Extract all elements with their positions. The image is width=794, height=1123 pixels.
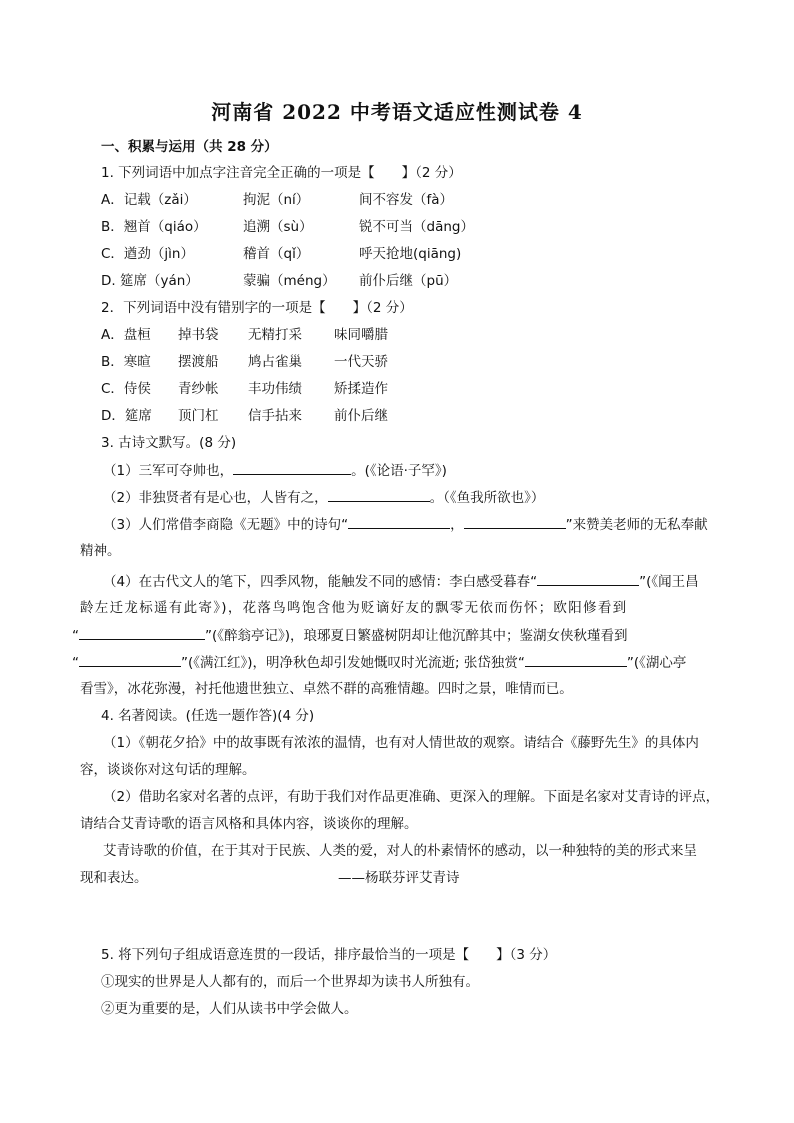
q4-quote-attribution: ——杨联芬评艾青诗: [338, 870, 460, 886]
q1-option-a-word3: 间不容发（fà）: [359, 192, 454, 208]
q4-quote: 艾青诗歌的价值，在于其对于民族、人类的爱，对人的朴素情怀的感动，以一种独特的美的形式来呈: [103, 843, 697, 859]
q1-option-b-word2: 追溯（sù）: [243, 219, 313, 235]
q2-option-d-word3: 信手拈来: [248, 408, 302, 424]
q4-option1-cont: 容，谈谈你对这句话的理解。: [80, 762, 256, 778]
page-title: 河南省 2022 中考语文适应性测试卷 4: [211, 100, 583, 124]
q1-option-c-word3: 呼天抢地(qiāng): [359, 246, 462, 262]
q4-option2-cont: 请结合艾青诗歌的语言风格和具体内容，谈谈你的理解。: [80, 816, 418, 832]
answer-blank[interactable]: [79, 625, 205, 640]
q3-item4-line2: 龄左迁龙标遥有此寄》)，花落鸟鸣饱含他为贬谪好友的飘零无依而伤怀；欧阳修看到: [80, 600, 628, 616]
q2-option-a: A．盘桓: [101, 327, 151, 343]
q3-item3-cont: 精神。: [80, 543, 121, 559]
q3-item4: [103, 571, 699, 592]
q3-item3-comma: ，: [450, 517, 464, 533]
q5-stem: 5. 将下列句子组成语意连贯的一段话，排序最恰当的一项是【 】（3 分）: [101, 947, 557, 963]
q2-option-b: B．寒暄: [101, 354, 151, 370]
q3-item4-line3: [72, 625, 628, 646]
q2-stem: 2．下列词语中没有错别字的一项是【 】（2 分）: [101, 300, 413, 316]
q1-option-b: B．翘首（qiáo）: [101, 219, 207, 235]
q3-item4-line4: [72, 652, 686, 673]
answer-blank[interactable]: [233, 460, 351, 475]
q3-item4-line4-text: ”(《满江红》)，明净秋色却引发她慨叹时光流逝; 张岱独赏“: [181, 655, 525, 671]
q2-option-b-word2: 摆渡船: [178, 354, 219, 370]
q1-option-c: C．遒劲（jìn）: [101, 246, 194, 262]
q1-option-b-word3: 锐不可当（dāng）: [359, 219, 474, 235]
q2-option-d-word4: 前仆后继: [334, 408, 388, 424]
q2-option-d: D．筵席: [101, 408, 152, 424]
q4-stem: 4. 名著阅读。(任选一题作答)(4 分): [101, 708, 315, 724]
q3-item2: [103, 487, 544, 508]
q3-stem: 3. 古诗文默写。(8 分): [101, 435, 237, 451]
answer-blank[interactable]: [525, 652, 627, 667]
q3-item4-line4-source: ”(《湖心亭: [626, 655, 687, 671]
q2-option-b-word4: 一代天骄: [334, 354, 388, 370]
answer-blank[interactable]: [328, 487, 430, 502]
answer-blank[interactable]: [348, 514, 450, 529]
q3-item4-line5: 看雪》，冰花弥漫，衬托他遗世独立、卓然不群的高雅情趣。四时之景，唯情而已。: [80, 681, 573, 697]
q1-option-a: A．记载（zǎi）: [101, 192, 197, 208]
q5-sentence-1: ①现实的世界是人人都有的，而后一个世界却为读书人所独有。: [101, 974, 479, 990]
section-heading: 一、积累与运用（共 28 分）: [101, 139, 278, 155]
answer-blank[interactable]: [79, 652, 181, 667]
q1-option-a-word2: 拘泥（ní）: [243, 192, 310, 208]
q2-option-a-word4: 味同嚼腊: [334, 327, 388, 343]
q3-item2-source: 。（《鱼我所欲也》）: [429, 490, 545, 506]
q2-option-d-word2: 顶门杠: [178, 408, 219, 424]
q2-option-c: C．侍侯: [101, 381, 151, 397]
q3-item3: [103, 514, 708, 535]
open-quote: “: [72, 655, 79, 671]
q3-item1-text: （1）三军可夺帅也，: [103, 463, 234, 479]
q2-option-c-word3: 丰功伟绩: [248, 381, 302, 397]
q1-stem: 1. 下列词语中加点字注音完全正确的一项是【 】（2 分）: [101, 165, 462, 181]
q2-option-c-word4: 矫揉造作: [334, 381, 388, 397]
q1-option-d-word3: 前仆后继（pū）: [359, 273, 458, 289]
q1-option-c-word2: 稽首（qǐ）: [243, 246, 310, 262]
q2-option-a-word3: 无精打采: [248, 327, 302, 343]
q4-option1: （1）《朝花夕拾》中的故事既有浓浓的温情，也有对人情世故的观察。请结合《藤野先生》的具体内: [103, 735, 699, 751]
q3-item1: [103, 460, 447, 481]
q3-item1-source: 。(《论语·子罕》): [351, 463, 447, 479]
q1-option-d: D. 筵席（yán）: [101, 273, 199, 289]
q4-quote-cont: 现和表达。: [80, 870, 148, 886]
q2-option-c-word2: 青纱帐: [178, 381, 219, 397]
q3-item3-tail: ”来赞美老师的无私奉献: [565, 517, 708, 533]
q1-option-d-word2: 蒙骗（méng）: [243, 273, 336, 289]
q3-item2-text: （2）非独贤者有是心也，人皆有之，: [103, 490, 328, 506]
q3-item4-text: （4）在古代文人的笔下，四季风物，能触发不同的感情：李白感受暮春“: [103, 574, 538, 590]
open-quote: “: [72, 628, 79, 644]
q3-item4-source: ”(《闻王昌: [639, 574, 699, 590]
q4-option2: （2）借助名家对名著的点评，有助于我们对作品更准确、更深入的理解。下面是名家对艾青诗的评点，: [103, 789, 720, 805]
answer-blank[interactable]: [537, 571, 639, 586]
q3-item4-line3-text: ”(《醉翁亭记》)，琅琊夏日繁盛树阴却让他沉醉其中；鉴湖女侠秋瑾看到: [205, 628, 628, 644]
q2-option-a-word2: 掉书袋: [178, 327, 219, 343]
q5-sentence-2: ②更为重要的是，人们从读书中学会做人。: [101, 1001, 358, 1017]
answer-blank[interactable]: [464, 514, 566, 529]
q2-option-b-word3: 鸠占雀巢: [248, 354, 302, 370]
q3-item3-text: （3）人们常借李商隐《无题》中的诗句“: [103, 517, 349, 533]
